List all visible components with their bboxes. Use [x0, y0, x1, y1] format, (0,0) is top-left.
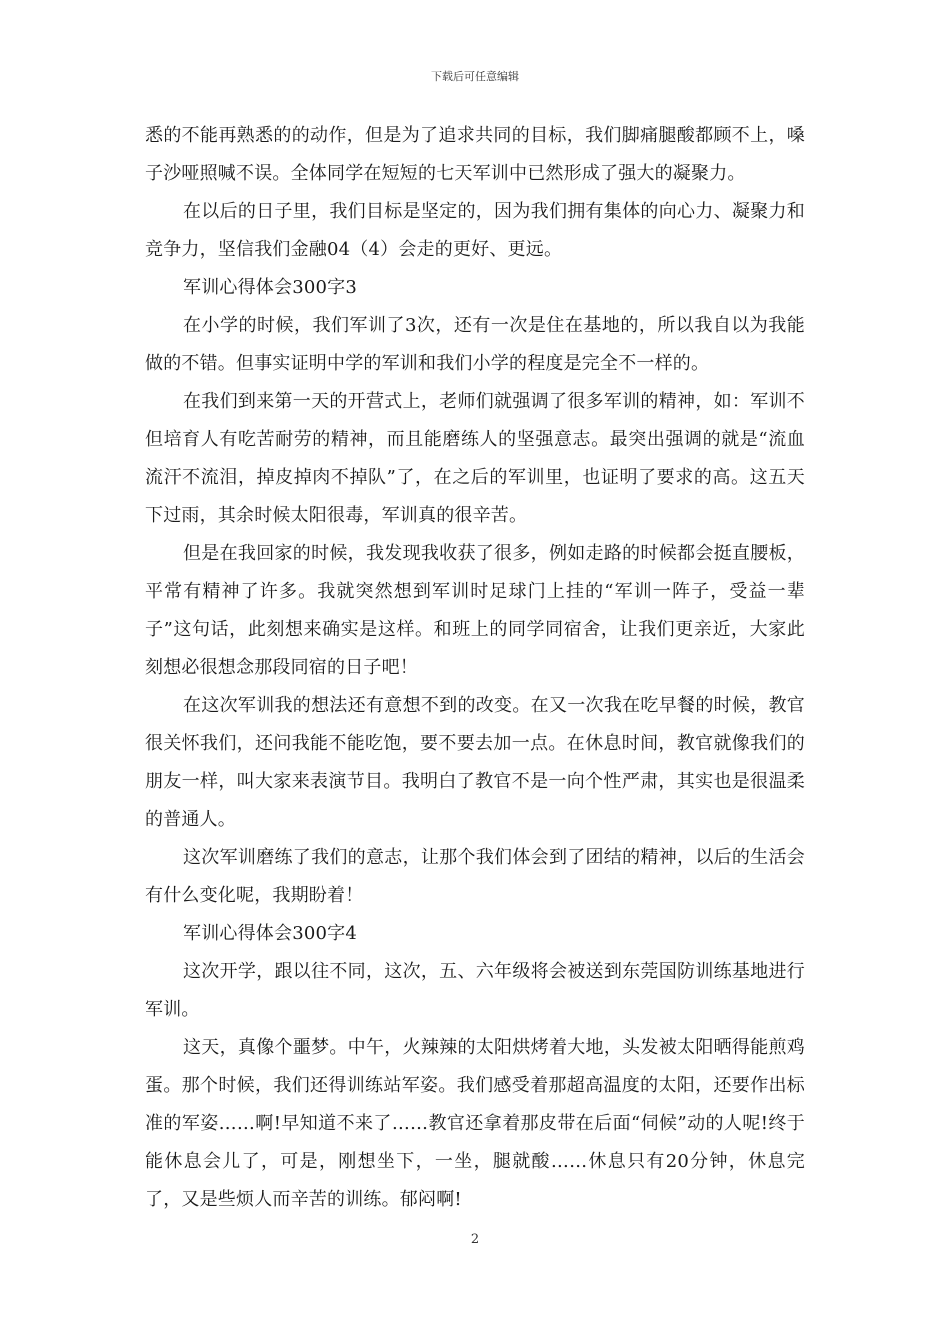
section-heading: 军训心得体会300字4 — [183, 923, 358, 944]
paragraph-continued: 悉的不能再熟悉的的动作，但是为了追求共同的目标，我们脚痛腿酸都顾不上，嗓子沙哑照喊不误。全体同学在短短的七天军训中已然形成了强大的凝聚力。 — [145, 125, 805, 184]
paragraph: 这次开学，跟以往不同，这次，五、六年级将会被送到东莞国防训练基地进行军训。 — [145, 961, 805, 1020]
paragraph: 在小学的时候，我们军训了3次，还有一次是住在基地的，所以我自以为我能做的不错。但事实证明中学的军训和我们小学的程度是完全不一样的。 — [145, 315, 805, 374]
document-body — [145, 117, 805, 1219]
page-header-note: 下载后可任意编辑 — [431, 70, 519, 83]
paragraph: 在这次军训我的想法还有意想不到的改变。在又一次我在吃早餐的时候，教官很关怀我们，还问我能不能吃饱，要不要去加一点。在休息时间，教官就像我们的朋友一样，叫大家来表演节目。我明白了教官不是一向个性严肃，其实也是很温柔的普通人。 — [145, 695, 805, 830]
page-number: 2 — [470, 1232, 480, 1247]
paragraph: 这次军训磨练了我们的意志，让那个我们体会到了团结的精神，以后的生活会有什么变化呢，我期盼着！ — [145, 847, 805, 906]
paragraph: 但是在我回家的时候，我发现我收获了很多，例如走路的时候都会挺直腰板，平常有精神了许多。我就突然想到军训时足球门上挂的“军训一阵子，受益一辈子”这句话，此刻想来确实是这样。和班上的同学同宿舍，让我们更亲近，大家此刻想必很想念那段同宿的日子吧！ — [145, 543, 805, 678]
paragraph: 在以后的日子里，我们目标是坚定的，因为我们拥有集体的向心力、凝聚力和竞争力，坚信我们金融04（4）会走的更好、更远。 — [145, 201, 805, 260]
section-heading: 军训心得体会300字3 — [183, 277, 358, 298]
paragraph: 在我们到来第一天的开营式上，老师们就强调了很多军训的精神，如：军训不但培育人有吃苦耐劳的精神，而且能磨练人的坚强意志。最突出强调的就是“流血流汗不流泪，掉皮掉肉不掉队”了，在之后的军训里，也证明了要求的高。这五天下过雨，其余时候太阳很毒，军训真的很辛苦。 — [145, 391, 805, 526]
paragraph: 这天，真像个噩梦。中午，火辣辣的太阳烘烤着大地，头发被太阳晒得能煎鸡蛋。那个时候，我们还得训练站军姿。我们感受着那超高温度的太阳，还要作出标准的军姿……啊!早知道不来了……教官还拿着那皮带在后面“伺候”动的人呢!终于能休息会儿了，可是，刚想坐下，一坐，腿就酸……休息只有20分钟，休息完了，又是些烦人而辛苦的训练。郁闷啊! — [145, 1037, 805, 1210]
